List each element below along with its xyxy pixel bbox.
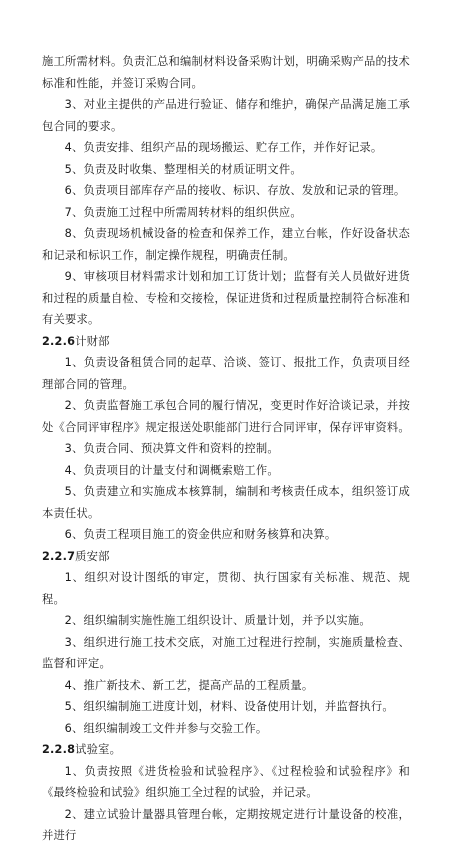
paragraph: 4、负责安排、组织产品的现场搬运、贮存工作，并作好记录。 [64, 141, 383, 154]
list-item: 1、负责按照《进货检验和试验程序》、《过程检验和试验程序》和《最终检验和试验》组织施工全过程的试验，并记录。 [42, 764, 410, 799]
section-heading-quality [42, 546, 410, 568]
list-item: 6、负责工程项目施工的资金供应和财务核算和决算。 [64, 528, 337, 541]
section-number: 2.2.8 [42, 743, 76, 756]
list-item: 1、负责设备租赁合同的起草、洽谈、签订、报批工作，负责项目经理部合同的管理。 [42, 356, 410, 391]
paragraph: 3、对业主提供的产品进行验证、储存和维护，确保产品满足施工承包合同的要求。 [42, 98, 410, 133]
section-number: 2.2.7 [42, 549, 76, 563]
document-body [42, 51, 410, 847]
paragraph: 5、负责及时收集、整理相关的材质证明文件。 [64, 162, 302, 176]
list-item: 3、负责合同、预决算文件和资料的控制。 [64, 442, 279, 455]
list-item: 5、负责建立和实施成本核算制，编制和考核责任成本，组织签订成本责任状。 [42, 485, 410, 520]
list-item: 6、组织编制竣工文件并参与交验工作。 [64, 721, 268, 735]
list-item: 4、推广新技术、新工艺，提高产品的工程质量。 [64, 678, 314, 692]
list-item: 1、组织对设计图纸的审定，贯彻、执行国家有关标准、规范、规程。 [42, 571, 410, 606]
paragraph: 7、负责施工过程中所需周转材料的组织供应。 [64, 205, 302, 219]
list-item: 4、负责项目的计量支付和调概索赔工作。 [64, 463, 279, 477]
list-item: 3、组织进行施工技术交底，对施工过程进行控制，实施质量检查、监督和评定。 [42, 635, 410, 670]
paragraph: 8、负责现场机械设备的检查和保养工作，建立台帐，作好设备状态和记录和标识工作，制定操作规程，明确责任制。 [42, 227, 410, 262]
section-title: 质安部 [75, 549, 110, 563]
section-number: 2.2.6 [42, 334, 76, 348]
paragraph: 施工所需材料。负责汇总和编制材料设备采购计划，明确采购产品的技术标准和性能，并签订采购合同。 [42, 55, 410, 90]
section-heading-lab [42, 739, 410, 761]
section-title: 试验室。 [75, 743, 122, 756]
paragraph: 9、审核项目材料需求计划和加工订货计划；监督有关人员做好进货和过程的质量自检、专检和交接检，保证进货和过程质量控制符合标准和有关要求。 [42, 270, 410, 326]
list-item: 2、建立试验计量器具管理台帐，定期按规定进行计量设备的校准，并进行 [42, 807, 410, 842]
list-item: 5、组织编制施工进度计划，材料、设备使用计划，并监督执行。 [64, 700, 394, 713]
list-item: 2、负责监督施工承包合同的履行情况，变更时作好洽谈记录，并按处《合同评审程序》规定报送处职能部门进行合同评审，保存评审资料。 [42, 399, 410, 434]
section-heading-finance [42, 331, 410, 353]
list-item: 2、组织编制实施性施工组织设计、质量计划，并予以实施。 [64, 614, 371, 627]
paragraph: 6、负责项目部库存产品的接收、标识、存放、发放和记录的管理。 [64, 184, 406, 197]
section-title: 计财部 [75, 334, 110, 348]
